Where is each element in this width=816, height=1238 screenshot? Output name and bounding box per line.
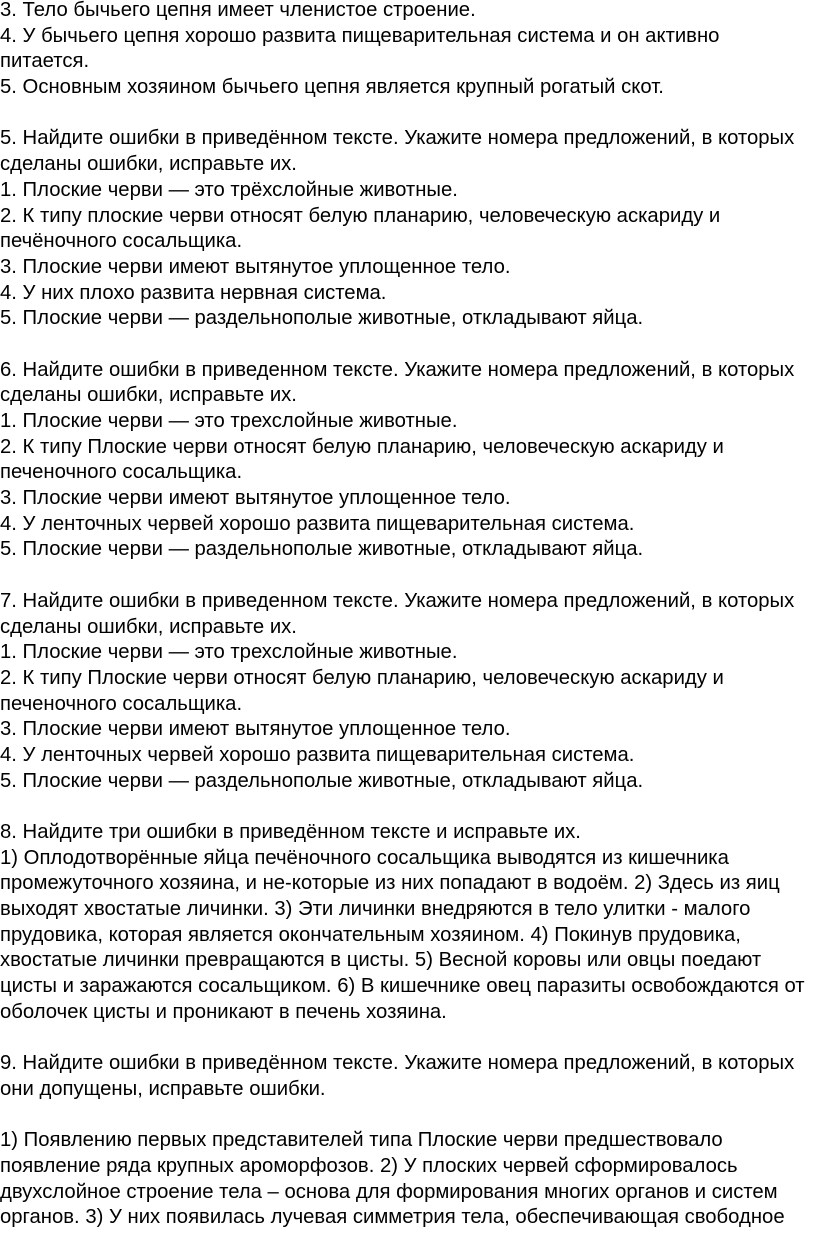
text-line: 3. Плоские черви имеют вытянутое уплощенное тело.: [0, 487, 511, 510]
text-line: 1) Появлению первых представителей типа Плоские черви предшествовало: [0, 1129, 723, 1152]
text-line: выходят хвостатые личинки. 3) Эти личинки внедряются в тело улитки - малого: [0, 898, 751, 921]
blank-line: [0, 794, 816, 820]
text-line: печеночного сосальщика.: [0, 692, 243, 715]
text-line: 2. К типу плоские черви относят белую планарию, человеческую аскариду и: [0, 204, 721, 227]
blank-line: [0, 1026, 816, 1052]
text-line: 4. У ленточных червей хорошо развита пищеварительная система.: [0, 743, 635, 766]
blank-line: [0, 332, 816, 358]
text-line: хвостатые личинки превращаются в цисты. 5) Весной коровы или овцы поедают: [0, 949, 762, 972]
text-line: 2. К типу Плоские черви относят белую планарию, человеческую аскариду и: [0, 666, 724, 689]
text-line: прудовика, которая является окончательным хозяином. 4) Покинув прудовика,: [0, 923, 741, 946]
text-line: 3. Тело бычьего цепня имеет членистое строение.: [0, 0, 476, 21]
text-line: двухслойное строение тела – основа для формирования многих органов и систем: [0, 1180, 778, 1203]
text-line: 6. Найдите ошибки в приведенном тексте. Укажите номера предложений, в которых: [0, 358, 795, 381]
text-line: 5. Найдите ошибки в приведённом тексте. Укажите номера предложений, в которых: [0, 127, 795, 150]
text-line: цисты и заражаются сосальщиком. 6) В кишечнике овец паразиты освобождаются от: [0, 975, 805, 998]
text-line: 5. Плоские черви — раздельнополые животные, откладывают яйца.: [0, 769, 644, 792]
text-line: 3. Плоские черви имеют вытянутое уплощенное тело.: [0, 255, 511, 278]
text-line: органов. 3) У них появилась лучевая симметрия тела, обеспечивающая свободное: [0, 1206, 785, 1229]
text-line: 9. Найдите ошибки в приведённом тексте. Укажите номера предложений, в которых: [0, 1052, 795, 1075]
text-line: 1. Плоские черви — это трехслойные животные.: [0, 410, 458, 432]
text-line: оболочек цисты и проникают в печень хозяина.: [0, 1000, 447, 1023]
text-line: 8. Найдите три ошибки в приведённом тексте и исправьте их.: [0, 821, 581, 843]
text-line: печеночного сосальщика.: [0, 461, 243, 484]
text-line: 7. Найдите ошибки в приведенном тексте. Укажите номера предложений, в которых: [0, 589, 795, 612]
text-line: сделаны ошибки, исправьте их.: [0, 384, 297, 407]
text-line: они допущены, исправьте ошибки.: [0, 1077, 326, 1100]
blank-line: [0, 1103, 816, 1129]
blank-line: [0, 563, 816, 589]
text-line: промежуточного хозяина, и не-которые из них попадают в водоём. 2) Здесь из яиц: [0, 872, 780, 895]
text-line: 4. У них плохо развита нервная система.: [0, 281, 387, 304]
text-line: 4. У бычьего цепня хорошо развита пищеварительная система и он активно: [0, 24, 720, 47]
text-line: 1. Плоские черви — это трехслойные животные.: [0, 641, 458, 664]
text-line: печёночного сосальщика.: [0, 230, 243, 253]
text-line: появление ряда крупных ароморфозов. 2) У плоских червей сформировалось: [0, 1154, 738, 1177]
text-line: сделаны ошибки, исправьте их.: [0, 153, 297, 176]
text-line: 3. Плоские черви имеют вытянутое уплощенное тело.: [0, 718, 511, 741]
text-line: питается.: [0, 50, 90, 73]
blank-line: [0, 101, 816, 127]
text-line: сделаны ошибки, исправьте их.: [0, 615, 297, 638]
text-line: 1. Плоские черви — это трёхслойные животные.: [0, 178, 458, 201]
text-line: 1) Оплодотворённые яйца печёночного сосальщика выводятся из кишечника: [0, 846, 729, 869]
text-line: 4. У ленточных червей хорошо развита пищеварительная система.: [0, 512, 635, 535]
text-line: 5. Плоские черви — раздельнополые животные, откладывают яйца.: [0, 538, 644, 561]
text-line: 5. Плоские черви — раздельнополые животные, откладывают яйца.: [0, 307, 644, 330]
text-line: 5. Основным хозяином бычьего цепня является крупный рогатый скот.: [0, 76, 664, 99]
text-line: 2. К типу Плоские черви относят белую планарию, человеческую аскариду и: [0, 435, 724, 458]
